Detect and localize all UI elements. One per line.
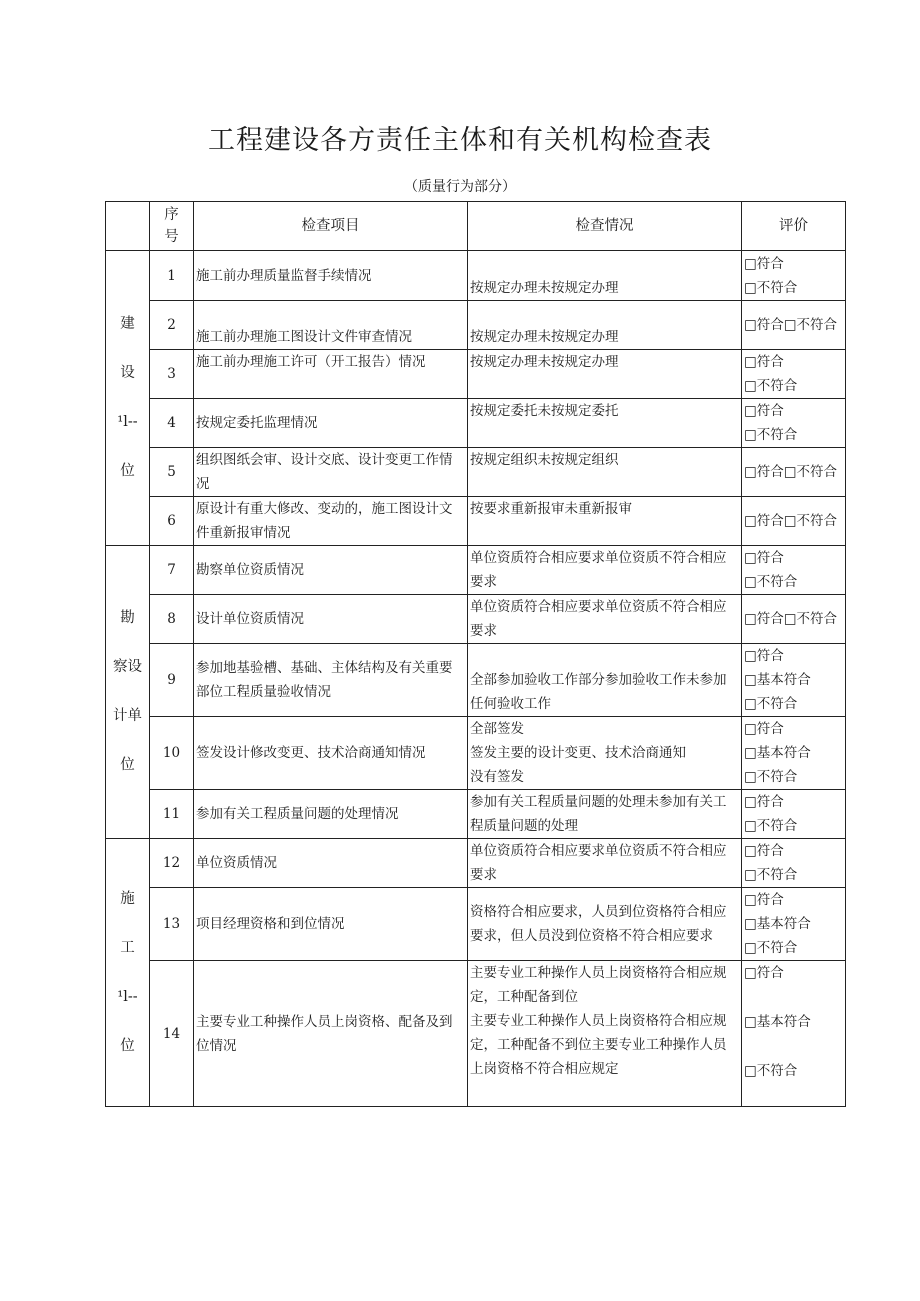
table-row	[106, 595, 846, 644]
eval-option[interactable]: □符合	[744, 965, 784, 981]
table-row	[106, 644, 846, 717]
row-evaluation	[742, 350, 846, 399]
eval-option[interactable]: □不符合	[744, 1063, 798, 1079]
group-label-construction: 建 设 ¹l-- 位	[106, 251, 150, 546]
eval-option[interactable]: □符合□不符合	[744, 317, 838, 333]
group-label-survey-design: 勘 察设 计单 位	[106, 546, 150, 839]
group-label-contractor: 施 工 ¹l-- 位	[106, 839, 150, 1107]
row-evaluation	[742, 251, 846, 301]
eval-option[interactable]: □基本符合	[744, 672, 811, 688]
row-item: 勘察单位资质情况	[194, 546, 468, 595]
row-item: 签发设计修改变更、技术洽商通知情况	[194, 717, 468, 790]
row-seq: 14	[150, 961, 194, 1107]
row-evaluation	[742, 644, 846, 717]
eval-option[interactable]: □符合	[744, 550, 784, 566]
table-row	[106, 888, 846, 961]
row-evaluation	[742, 448, 846, 497]
table-row	[106, 717, 846, 790]
page-subtitle: （质量行为部分）	[404, 179, 516, 195]
header-seq: 序 号	[150, 202, 194, 251]
header-item: 检查项目	[194, 202, 468, 251]
row-situation: 单位资质符合相应要求单位资质不符合相应要求	[468, 546, 742, 595]
eval-option[interactable]: □符合	[744, 648, 784, 664]
row-evaluation	[742, 399, 846, 448]
eval-option[interactable]: □符合□不符合	[744, 464, 838, 480]
eval-option[interactable]: □基本符合	[744, 745, 811, 761]
row-seq: 13	[150, 888, 194, 961]
row-item: 单位资质情况	[194, 839, 468, 888]
row-seq: 12	[150, 839, 194, 888]
row-evaluation	[742, 717, 846, 790]
row-seq: 7	[150, 546, 194, 595]
row-situation: 按规定组织未按规定组织	[468, 448, 742, 497]
row-item: 施工前办理施工许可（开工报告）情况	[194, 350, 468, 399]
row-item: 设计单位资质情况	[194, 595, 468, 644]
row-situation: 资格符合相应要求，人员到位资格符合相应要求，但人员没到位资格不符合相应要求	[468, 888, 742, 961]
table-row	[106, 448, 846, 497]
row-seq: 5	[150, 448, 194, 497]
eval-option[interactable]: □符合	[744, 843, 784, 859]
table-header-row	[106, 202, 846, 251]
table-row	[106, 251, 846, 301]
table-row	[106, 497, 846, 546]
row-item: 组织图纸会审、设计交底、设计变更工作情况	[194, 448, 468, 497]
row-seq: 4	[150, 399, 194, 448]
row-evaluation	[742, 497, 846, 546]
table-row	[106, 399, 846, 448]
eval-option[interactable]: □不符合	[744, 427, 798, 443]
row-item: 参加有关工程质量问题的处理情况	[194, 790, 468, 839]
row-seq: 10	[150, 717, 194, 790]
table-row	[106, 790, 846, 839]
eval-option[interactable]: □符合	[744, 892, 784, 908]
table-row	[106, 839, 846, 888]
eval-option[interactable]: □符合	[744, 794, 784, 810]
row-item: 项目经理资格和到位情况	[194, 888, 468, 961]
eval-option[interactable]: □不符合	[744, 867, 798, 883]
table-row	[106, 301, 846, 350]
row-evaluation	[742, 888, 846, 961]
table-row	[106, 350, 846, 399]
inspection-table	[105, 201, 846, 1107]
eval-option[interactable]: □符合□不符合	[744, 611, 838, 627]
row-situation: 全部签发 签发主要的设计变更、技术洽商通知 没有签发	[468, 717, 742, 790]
row-seq: 9	[150, 644, 194, 717]
header-group	[106, 202, 150, 251]
row-situation: 按规定办理未按规定办理	[468, 350, 742, 399]
eval-option[interactable]: □不符合	[744, 378, 798, 394]
row-evaluation	[742, 961, 846, 1107]
row-situation: 主要专业工种操作人员上岗资格符合相应规定，工种配备到位 主要专业工种操作人员上岗资格符合相应规定，工种配备不到位主要专业工种操作人员上岗资格不符合相应规定	[468, 961, 742, 1107]
row-situation: 单位资质符合相应要求单位资质不符合相应要求	[468, 839, 742, 888]
eval-option[interactable]: □符合□不符合	[744, 513, 838, 529]
eval-option[interactable]: □基本符合	[744, 1014, 811, 1030]
row-item: 主要专业工种操作人员上岗资格、配备及到位情况	[194, 961, 468, 1107]
row-situation: 按规定办理未按规定办理	[468, 251, 742, 301]
page-title: 工程建设各方责任主体和有关机构检查表	[208, 125, 712, 156]
row-situation: 按规定委托未按规定委托	[468, 399, 742, 448]
table-row	[106, 961, 846, 1107]
row-evaluation	[742, 301, 846, 350]
eval-option[interactable]: □符合	[744, 354, 784, 370]
row-situation: 按要求重新报审未重新报审	[468, 497, 742, 546]
eval-option[interactable]: □不符合	[744, 940, 798, 956]
row-seq: 6	[150, 497, 194, 546]
eval-option[interactable]: □不符合	[744, 769, 798, 785]
row-situation: 全部参加验收工作部分参加验收工作未参加任何验收工作	[468, 644, 742, 717]
row-situation: 按规定办理未按规定办理	[468, 301, 742, 350]
header-evaluation: 评价	[742, 202, 846, 251]
eval-option[interactable]: □符合	[744, 403, 784, 419]
eval-option[interactable]: □符合	[744, 721, 784, 737]
row-evaluation	[742, 595, 846, 644]
row-item: 原设计有重大修改、变动的，施工图设计文件重新报审情况	[194, 497, 468, 546]
eval-option[interactable]: □不符合	[744, 696, 798, 712]
row-seq: 3	[150, 350, 194, 399]
row-situation: 单位资质符合相应要求单位资质不符合相应要求	[468, 595, 742, 644]
row-item: 参加地基验槽、基础、主体结构及有关重要部位工程质量验收情况	[194, 644, 468, 717]
row-seq: 2	[150, 301, 194, 350]
row-evaluation	[742, 790, 846, 839]
row-item: 施工前办理施工图设计文件审查情况	[194, 301, 468, 350]
row-evaluation	[742, 546, 846, 595]
row-evaluation	[742, 839, 846, 888]
eval-option[interactable]: □符合	[744, 255, 784, 272]
table-row	[106, 546, 846, 595]
row-item: 施工前办理质量监督手续情况	[194, 251, 468, 301]
eval-option[interactable]: □基本符合	[744, 916, 811, 932]
eval-option[interactable]: □不符合	[744, 574, 798, 590]
row-seq: 11	[150, 790, 194, 839]
eval-option[interactable]: □不符合	[744, 279, 798, 296]
row-situation: 参加有关工程质量问题的处理未参加有关工程质量问题的处理	[468, 790, 742, 839]
eval-option[interactable]: □不符合	[744, 818, 798, 834]
row-item: 按规定委托监理情况	[194, 399, 468, 448]
row-seq: 1	[150, 251, 194, 301]
header-situation: 检查情况	[468, 202, 742, 251]
row-seq: 8	[150, 595, 194, 644]
